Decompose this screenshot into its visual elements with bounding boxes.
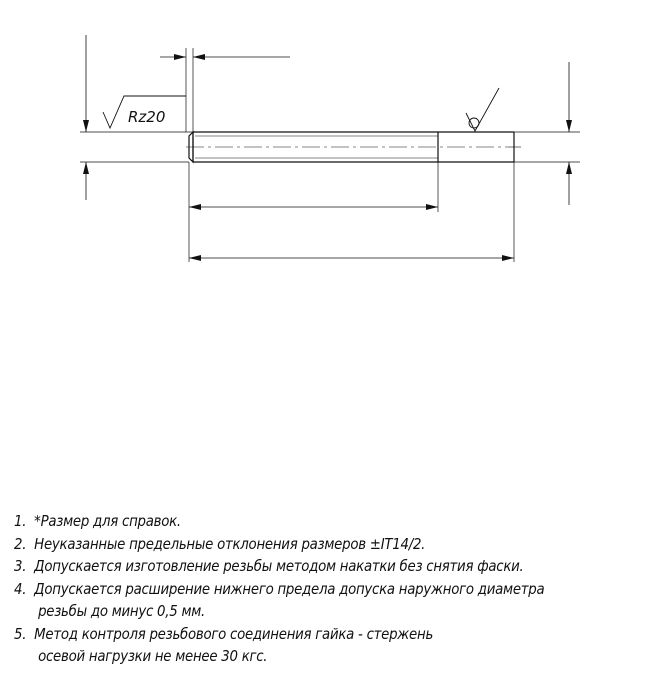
note-number: 3. — [14, 557, 27, 575]
dimension-lines — [86, 35, 569, 258]
note-text: Допускается изготовление резьбы методом накатки без снятия фаски. — [34, 557, 524, 575]
rod-part — [186, 132, 521, 162]
note-continuation: резьбы до минус 0,5 мм. — [38, 602, 206, 620]
note-item — [14, 510, 575, 533]
note-item — [14, 578, 575, 623]
surface-finish-symbol — [466, 88, 499, 131]
note-item — [14, 533, 575, 556]
note-number: 2. — [14, 534, 27, 553]
technical-notes — [14, 510, 575, 668]
roughness-symbol — [103, 96, 186, 128]
note-text: Допускается расширение нижнего предела допуска наружного диаметра — [34, 579, 545, 598]
extension-lines — [80, 48, 580, 262]
finish-check-mark — [466, 88, 499, 131]
note-number: 5. — [14, 624, 27, 643]
note-continuation: осевой нагрузки не менее 30 кгс. — [38, 647, 268, 665]
note-text: Метод контроля резьбового соединения гайка - стержень — [34, 624, 434, 643]
roughness-label: Rz20 — [128, 108, 166, 126]
note-text: Неуказанные предельные отклонения размеров ±IT14/2. — [34, 534, 426, 553]
note-number: 1. — [14, 512, 27, 530]
note-text: *Размер для справок. — [34, 512, 181, 530]
note-number: 4. — [14, 579, 27, 598]
note-item — [14, 555, 575, 578]
note-item — [14, 623, 575, 668]
